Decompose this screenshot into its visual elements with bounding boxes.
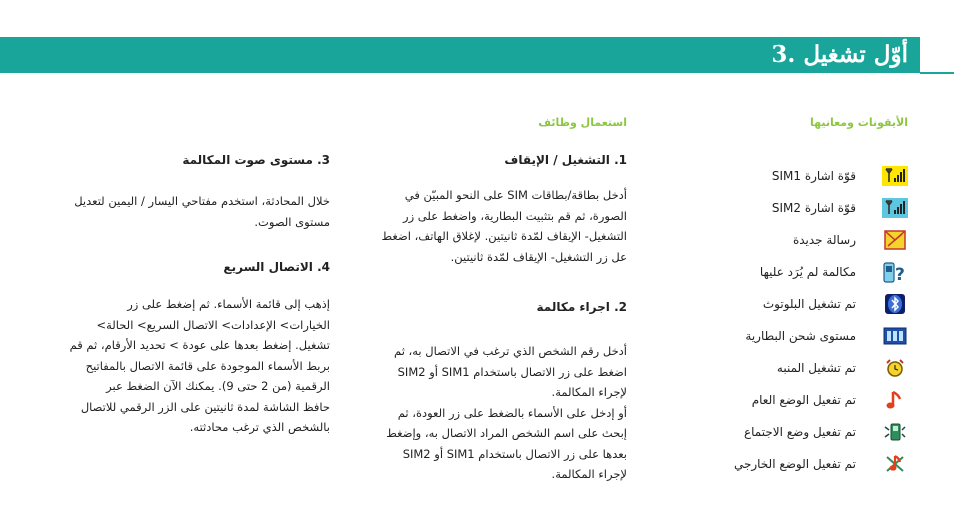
speed-dial-text-line: الخيارات> الإعدادات> الاتصال السريع> الحالة>	[96, 317, 330, 332]
icon-row	[712, 160, 908, 192]
icon-row	[712, 352, 908, 384]
power-text-line: أدخل بطاقة/بطاقات SIM على النحو المبيّن في	[404, 188, 627, 202]
volume-title: 3. مستوى صوت المكالمة	[182, 153, 330, 167]
call-title: 2. اجراء مكالمة	[536, 300, 627, 314]
icon-row	[712, 384, 908, 416]
volume-text-line: مستوى الصوت.	[254, 214, 330, 229]
icon-row	[712, 448, 908, 480]
icon-label: تم تفعيل وضع الاجتماع	[743, 425, 856, 439]
outdoor-mode-icon	[882, 453, 908, 475]
call-block	[327, 300, 627, 485]
icon-label: تم تفعيل الوضع الخارجي	[733, 457, 856, 471]
icon-row	[712, 256, 908, 288]
speed-dial-text-line: إذهب إلى قائمة الأسماء. ثم إضغط على زر	[127, 297, 330, 311]
power-text-line: الصورة، ثم قم بتثبيت البطارية، واضغط على زر	[403, 208, 627, 223]
call-text-line: لإجراء المكالمة.	[551, 467, 627, 481]
speed-dial-text-line: بالشخص الذي ترغب محادثته.	[189, 420, 330, 434]
power-title: 1. التشغيل / الإيقاف	[504, 153, 627, 167]
speed-dial-title: 4. الاتصال السريع	[223, 260, 330, 274]
page-title: 3. أوّل تشغيل	[771, 41, 908, 68]
battery-icon	[882, 325, 908, 347]
volume-block	[60, 153, 330, 232]
speed-dial-text-line: تشغيل. إضغط بعدها على عودة > تحديد الأرقام، ثم قم	[69, 338, 330, 352]
power-text-line: التشغيل- الإيقاف لمّدة ثانيتين. لإغلاق الهاتف، اضغط	[381, 229, 627, 243]
volume-text-line: خلال المحادثة، استخدم مفتاحي اليسار / اليمين لتعديل	[74, 194, 330, 208]
svg-text:?: ?	[895, 265, 905, 284]
icon-label: مستوى شحن البطارية	[745, 329, 856, 343]
icon-row	[712, 416, 908, 448]
icon-row	[712, 192, 908, 224]
speed-dial-text-line: الرقمية (من 2 حتى 9). يمكنك الآن الضغط عبر	[106, 379, 330, 393]
icons-section-heading: الأيقونات ومعانيها	[809, 116, 908, 129]
header-divider	[920, 72, 954, 74]
missed-call-icon	[882, 261, 908, 283]
icon-list	[712, 160, 908, 480]
functions-section-heading: استعمال وظائف	[538, 116, 627, 129]
sim1-signal-icon	[882, 165, 908, 187]
alarm-icon	[882, 357, 908, 379]
icon-row	[712, 320, 908, 352]
icon-label: مكالمة لم يُرَد عليها	[759, 265, 856, 279]
icon-label: تم تشغيل البلوتوث	[762, 297, 856, 311]
speed-dial-block	[60, 260, 330, 438]
icon-label: قوّة اشارة SIM1	[771, 169, 856, 183]
icon-row	[712, 224, 908, 256]
bluetooth-icon	[882, 293, 908, 315]
icon-label: قوّة اشارة SIM2	[771, 201, 856, 215]
header-bar	[0, 37, 920, 73]
call-text-line: لإجراء المكالمة.	[551, 385, 627, 399]
general-mode-icon	[882, 389, 908, 411]
speed-dial-text-line: بربط الأسماء الموجودة على قائمة الاتصال بالمفاتيح	[85, 358, 330, 373]
icon-row	[712, 288, 908, 320]
call-text-line: أدخل رقم الشخص الذي ترغب في الاتصال به، ثم	[394, 344, 627, 358]
meeting-mode-icon	[882, 421, 908, 443]
call-text-line: أو إدخل على الأسماء بالضغط على زر العودة، ثم	[397, 405, 627, 420]
icon-label: تم تشغيل المنبه	[776, 361, 856, 375]
power-block	[327, 153, 627, 267]
power-text-line: عل زر التشغيل- الإيقاف لمّدة ثانيتين.	[450, 249, 627, 264]
icon-label: تم تفعيل الوضع العام	[751, 393, 856, 407]
new-message-icon	[882, 229, 908, 251]
call-text-line: إبحث على اسم الشخص المراد الاتصال به، وإضغط	[386, 426, 627, 440]
speed-dial-text-line: حافظ الشاشة لمدة ثانيتين على الزر الرقمي للاتصال	[80, 399, 330, 414]
call-text-line: بعدها على زر الاتصال باستخدام SIM1 أو SIM2	[402, 446, 627, 461]
call-text-line: اضغط على زر الاتصال باستخدام SIM1 أو SIM2	[397, 364, 627, 379]
sim2-signal-icon	[882, 197, 908, 219]
icon-label: رسالة جديدة	[792, 233, 856, 247]
